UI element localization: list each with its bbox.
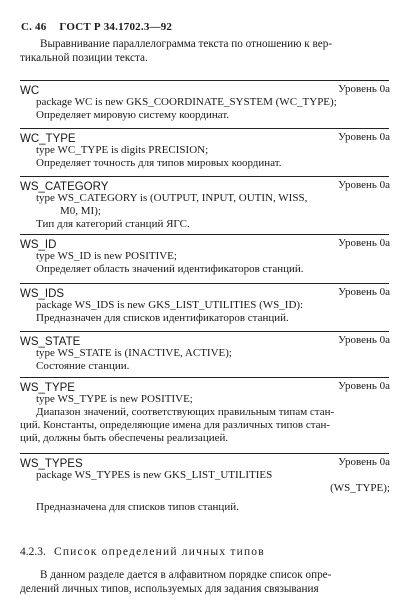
intro-paragraph [20, 38, 390, 65]
intro-line: тикальной позиции текста. [20, 51, 148, 64]
entry-level: Уровень 0а [338, 83, 390, 95]
entry-description: Диапазон значений, соответствующих правильным типам стан- [36, 406, 335, 418]
entry-declaration: type WS_STATE is (INACTIVE, ACTIVE); [36, 347, 232, 359]
section-paragraph [20, 569, 390, 596]
entry-declaration: package WS_IDS is new GKS_LIST_UTILITIES (WS_ID): [36, 299, 304, 311]
entry-name: WS_TYPES [20, 458, 83, 470]
section-heading [20, 546, 265, 558]
entry-description: Определяет точность для типов мировых координат. [36, 157, 282, 169]
entry-divider [20, 331, 389, 332]
entry-level: Уровень 0а [338, 286, 390, 298]
entry-ws-type [20, 380, 390, 445]
entry-name: WS_CATEGORY [20, 181, 109, 193]
page-number: С. 46 [21, 21, 47, 33]
entry-level: Уровень 0а [338, 456, 390, 468]
entry-declaration-cont: (WS_TYPE); [330, 482, 390, 494]
section-line: В данном разделе дается в алфавитном порядке список опре- [40, 569, 332, 581]
page-header [21, 21, 172, 33]
entry-name: WC_TYPE [20, 133, 76, 145]
entry-level: Уровень 0а [338, 237, 390, 249]
entry-declaration: package WC is new GKS_COORDINATE_SYSTEM (WC_TYPE); [36, 96, 337, 108]
entry-description: Состояние станции. [36, 360, 130, 372]
standard-code: ГОСТ Р 34.1702.3—92 [59, 21, 173, 33]
entry-name: WC [20, 85, 40, 97]
entry-description: Предназначена для списков типов станций. [36, 501, 239, 513]
entry-name: WS_STATE [20, 336, 81, 348]
entry-declaration: type WS_TYPE is new POSITIVE; [36, 393, 193, 405]
entry-divider [20, 128, 389, 129]
entry-ws-ids [20, 286, 390, 325]
entry-description: ций, должны быть обеспечены реализацией. [20, 432, 229, 444]
entry-description: ций. Константы, определяющие имена для различных типов стан- [20, 419, 331, 431]
entry-ws-state [20, 334, 390, 373]
entry-declaration-cont: M0, MI); [60, 205, 101, 217]
entry-declaration: type WS_ID is new POSITIVE; [36, 250, 177, 262]
section-line: делений личных типов, используемых для задания связывания [20, 582, 319, 595]
entry-divider [20, 283, 389, 284]
entry-description: Определяет мировую систему координат. [36, 109, 230, 121]
entry-description: Тип для категорий станций ЯГС. [36, 218, 190, 230]
entry-wc-type [20, 131, 390, 170]
entry-divider [20, 234, 389, 235]
section-title: Список определений личных типов [53, 546, 265, 558]
entry-level: Уровень 0а [338, 131, 390, 143]
entry-description: Определяет область значений идентификаторов станций. [36, 263, 304, 275]
intro-line: Выравнивание параллелограмма текста по отношению к вер- [40, 38, 333, 50]
entry-divider [20, 377, 389, 378]
entry-ws-category [20, 179, 390, 231]
entry-description: Предназначен для списков идентификаторов станций. [36, 312, 289, 324]
entry-ws-types [20, 456, 390, 514]
section-number: 4.2.3. [20, 546, 46, 558]
entry-divider [20, 80, 389, 81]
entry-divider [20, 453, 389, 454]
entry-name: WS_TYPE [20, 382, 75, 394]
entry-ws-id [20, 237, 390, 276]
entry-wc [20, 83, 390, 122]
entry-level: Уровень 0а [338, 334, 390, 346]
entry-name: WS_ID [20, 239, 57, 251]
entry-level: Уровень 0а [338, 380, 390, 392]
entry-name: WS_IDS [20, 288, 65, 300]
entry-declaration: type WC_TYPE is digits PRECISION; [36, 144, 209, 156]
entry-declaration: type WS_CATEGORY is (OUTPUT, INPUT, OUTIN, WISS, [36, 192, 308, 204]
entry-divider [20, 176, 389, 177]
entry-level: Уровень 0а [338, 179, 390, 191]
entry-declaration: package WS_TYPES is new GKS_LIST_UTILITIES [36, 469, 273, 481]
